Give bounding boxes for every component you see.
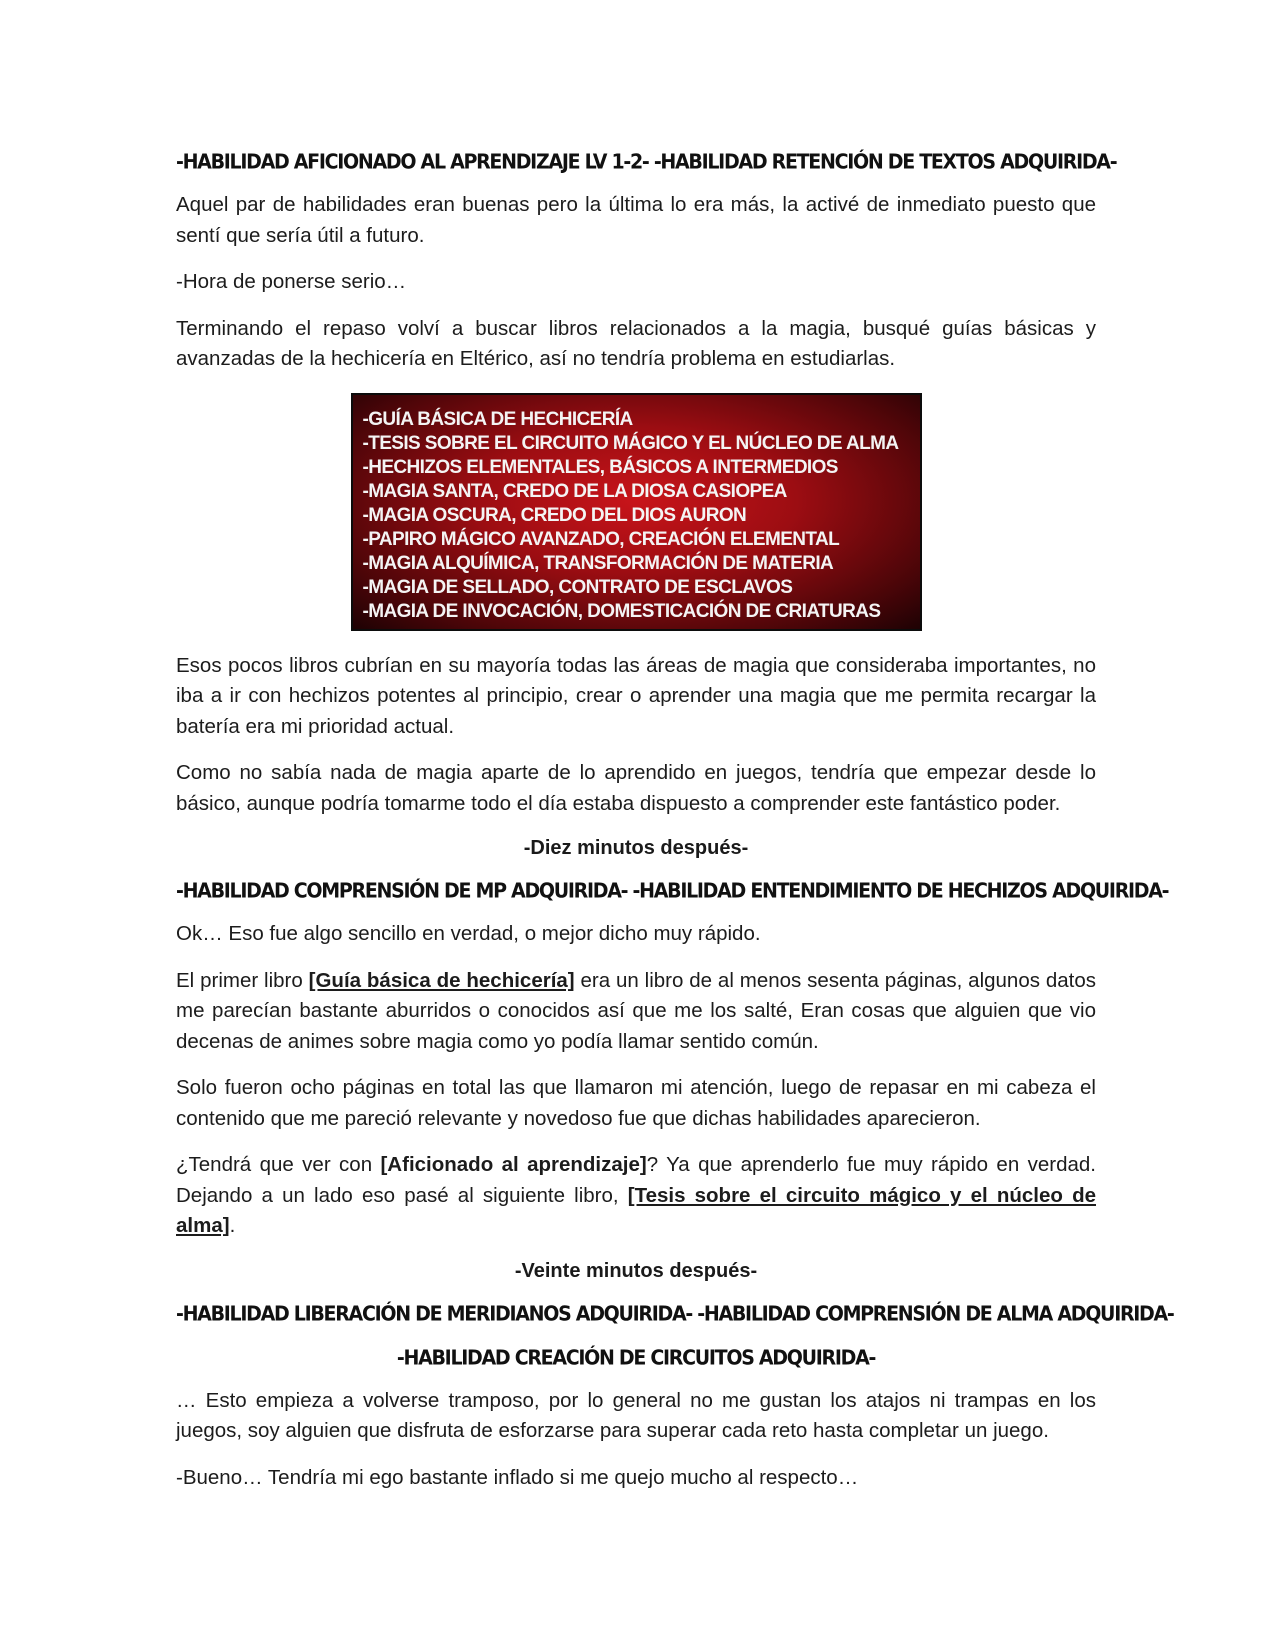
p9-text-c: ? Ya que aprenderlo fue muy rápido en verdad. Dejando a un lado eso pasé al siguiente libro, [176, 1153, 1096, 1207]
paragraph-5: Como no sabía nada de magia aparte de lo aprendido en juegos, tendría que empezar desde lo básico, aunque podría tomarme todo el día estaba dispuesto a comprender este fantástico poder. [176, 761, 1096, 815]
paragraph-2: -Hora de ponerse serio… [176, 270, 407, 293]
book-item: -MAGIA ALQUÍMICA, TRANSFORMACIÓN DE MATERIA [362, 552, 834, 574]
time-marker-2: -Veinte minutos después- [514, 1259, 758, 1282]
paragraph-11: -Bueno… Tendría mi ego bastante inflado si me quejo mucho al respecto… [176, 1465, 859, 1489]
skill-notice-3: -HABILIDAD LIBERACIÓN DE MERIDIANOS ADQUIRIDA- -HABILIDAD COMPRENSIÓN DE ALMA ADQUIRIDA- [176, 1301, 1174, 1326]
book-list-image [351, 393, 922, 631]
p9-text-a: ¿Tendrá que ver con [176, 1153, 381, 1176]
book-item: -TESIS SOBRE EL CIRCUITO MÁGICO Y EL NÚCLEO DE ALMA [362, 432, 899, 454]
paragraph-4: Esos pocos libros cubrían en su mayoría todas las áreas de magia que consideraba importantes, no iba a ir con hechizos potentes al principio, crear o aprender una magia que me permita recargar la batería era mi prioridad actual. [176, 653, 1096, 738]
skill-notice-2: -HABILIDAD COMPRENSIÓN DE MP ADQUIRIDA- -HABILIDAD ENTENDIMIENTO DE HECHIZOS ADQUIRIDA- [176, 879, 1169, 903]
document-page [176, 148, 1174, 1493]
book-item: -PAPIRO MÁGICO AVANZADO, CREACIÓN ELEMENTAL [362, 528, 840, 550]
skill-notice-1: -HABILIDAD AFICIONADO AL APRENDIZAJE LV 1-2- -HABILIDAD RETENCIÓN DE TEXTOS ADQUIRIDA- [176, 150, 1117, 174]
paragraph-1: Aquel par de habilidades eran buenas pero la última lo era más, la activé de inmediato puesto que sentí que sería útil a futuro. [176, 193, 1096, 247]
book-title-link[interactable]: [Guía básica de hechicería] [308, 968, 575, 992]
book-item: -MAGIA OSCURA, CREDO DEL DIOS AURON [362, 504, 747, 526]
book-item: -HECHIZOS ELEMENTALES, BÁSICOS A INTERMEDIOS [362, 456, 838, 478]
skill-notice-4: -HABILIDAD CREACIÓN DE CIRCUITOS ADQUIRIDA- [396, 1345, 876, 1370]
paragraph-7 [176, 966, 1096, 1058]
paragraph-8: Solo fueron ocho páginas en total las que llamaron mi atención, luego de repasar en mi cabeza el contenido que me pareció relevante y novedoso fue que dichas habilidades aparecieron. [176, 1076, 1096, 1130]
paragraph-6: Ok… Eso fue algo sencillo en verdad, o mejor dicho muy rápido. [176, 922, 761, 945]
paragraph-3: Terminando el repaso volví a buscar libros relacionados a la magia, busqué guías básicas y avanzadas de la hechicería en Eltérico, así no tendría problema en estudiarlas. [176, 316, 1096, 370]
p7-text-a: El primer libro [176, 968, 309, 992]
book-item: -MAGIA DE SELLADO, CONTRATO DE ESCLAVOS [362, 576, 793, 598]
p7-text-c: era un libro de al menos sesenta páginas, algunos datos me parecían bastante aburridos o conocidos así que me los salté, Eran cosas que alguien que vio decenas de animes sobre magia como yo podía llamar sentido común. [176, 968, 1096, 1053]
p9-text-e: . [229, 1214, 236, 1237]
book-item: -MAGIA SANTA, CREDO DE LA DIOSA CASIOPEA [362, 480, 787, 502]
paragraph-10: … Esto empieza a volverse tramposo, por lo general no me gustan los atajos ni trampas en los juegos, soy alguien que disfruta de esforzarse para superar cada reto hasta completar un juego. [176, 1388, 1096, 1442]
paragraph-9 [176, 1150, 1096, 1242]
book-title-link[interactable]: [Tesis sobre el circuito mágico y el núcleo de alma] [176, 1183, 1096, 1237]
book-item: -MAGIA DE INVOCACIÓN, DOMESTICACIÓN DE CRIATURAS [362, 600, 881, 622]
time-marker-1: -Diez minutos después- [523, 837, 749, 859]
book-item: -GUÍA BÁSICA DE HECHICERÍA [362, 408, 633, 430]
skill-reference: [Aficionado al aprendizaje] [380, 1153, 647, 1176]
